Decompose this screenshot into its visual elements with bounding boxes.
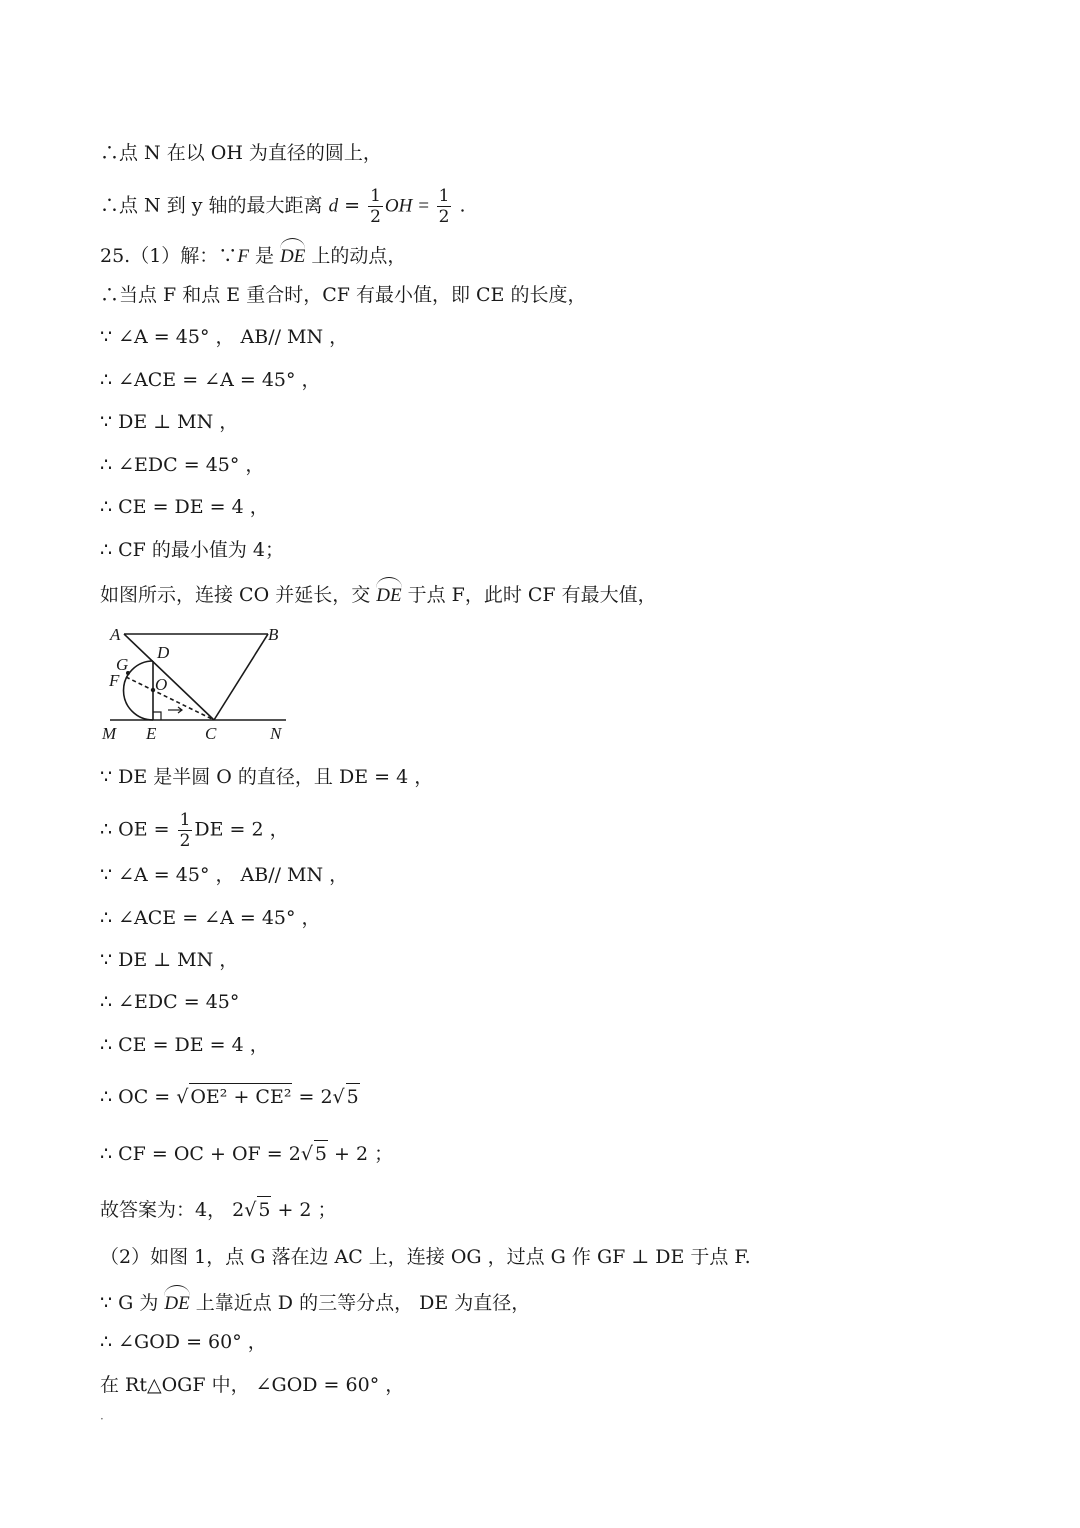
fraction-half: $\frac{1}{2}$ [438,186,450,227]
line-4: ∴当点 F 和点 E 重合时，CF 有最小值，即 CE 的长度， [100,284,587,306]
label-f: F [109,671,120,690]
line-23: ∵ G 为 DE 上靠近点 D 的三等分点， DE 为直径， [100,1287,530,1317]
line-bc [214,634,268,720]
line-19: ∴ OC = √ OE² + CE² = 2√ 5 [100,1083,360,1110]
line-25: 在 Rt△OGF 中， ∠GOD = 60° ， [100,1374,405,1396]
label-d: D [157,643,170,662]
line-7: ∵ DE ⊥ MN ， [100,411,239,433]
line-6: ∴ ∠ACE = ∠A = 45° ， [100,369,321,391]
line-2: ∴点 N 到 y 轴的最大距离 d = $\frac{1}{2}$ OH = $\frac{1}{2}$ . [100,186,466,227]
line-8: ∴ ∠EDC = 45° ， [100,454,265,476]
fraction-half: $\frac{1}{2}$ [370,186,381,227]
fraction-half: $\frac{1}{2}$ [179,810,191,851]
line-14: ∵ ∠A = 45° ， AB// MN ， [100,864,349,886]
line-20: ∴ CF = OC + OF = 2√ 5 + 2 ； [100,1140,393,1167]
line-5: ∵ ∠A = 45° ， AB// MN ， [100,326,349,348]
line-24: ∴ ∠GOD = 60° ， [100,1331,267,1353]
line-21: 故答案为：4， 2√ 5 + 2 ； [100,1196,337,1223]
right-angle-mark [153,712,161,720]
line-fc-dashed [126,677,214,720]
line-3: 25.（1）解：∵F 是 DE 上的动点， [100,240,406,270]
arc-de: DE [376,579,401,609]
line-10: ∴ CF 的最小值为 4； [100,539,285,561]
line-16: ∵ DE ⊥ MN ， [100,949,239,971]
line-12: ∵ DE 是半圆 O 的直径，且 DE = 4 ， [100,766,434,788]
line-1: ∴点 N 在以 OH 为直径的圆上， [100,142,382,164]
line-18: ∴ CE = DE = 4 ， [100,1034,269,1056]
line-17: ∴ ∠EDC = 45° [100,991,240,1013]
label-m: M [102,724,117,743]
line-22: （2）如图 1，点 G 落在边 AC 上，连接 OG ，过点 G 作 GF ⊥ DE 于点 F. [100,1246,751,1268]
label-c: C [205,724,217,743]
arc-de: DE [280,240,305,270]
arc-de: DE [164,1287,189,1317]
line-9: ∴ CE = DE = 4 ， [100,496,269,518]
label-o: O [155,675,168,694]
label-g: G [116,655,129,674]
geometry-figure [96,618,296,748]
label-n: N [270,724,282,743]
line-15: ∴ ∠ACE = ∠A = 45° ， [100,907,321,929]
line-13: ∴ OE = $\frac{1}{2}$ DE = 2 ， [100,810,289,851]
label-b: B [268,625,279,644]
label-e: E [146,724,157,743]
line-11: 如图所示，连接 CO 并延长，交 DE 于点 F，此时 CF 有最大值， [100,579,657,609]
scan-mark: · [100,1412,104,1426]
label-a: A [110,625,121,644]
